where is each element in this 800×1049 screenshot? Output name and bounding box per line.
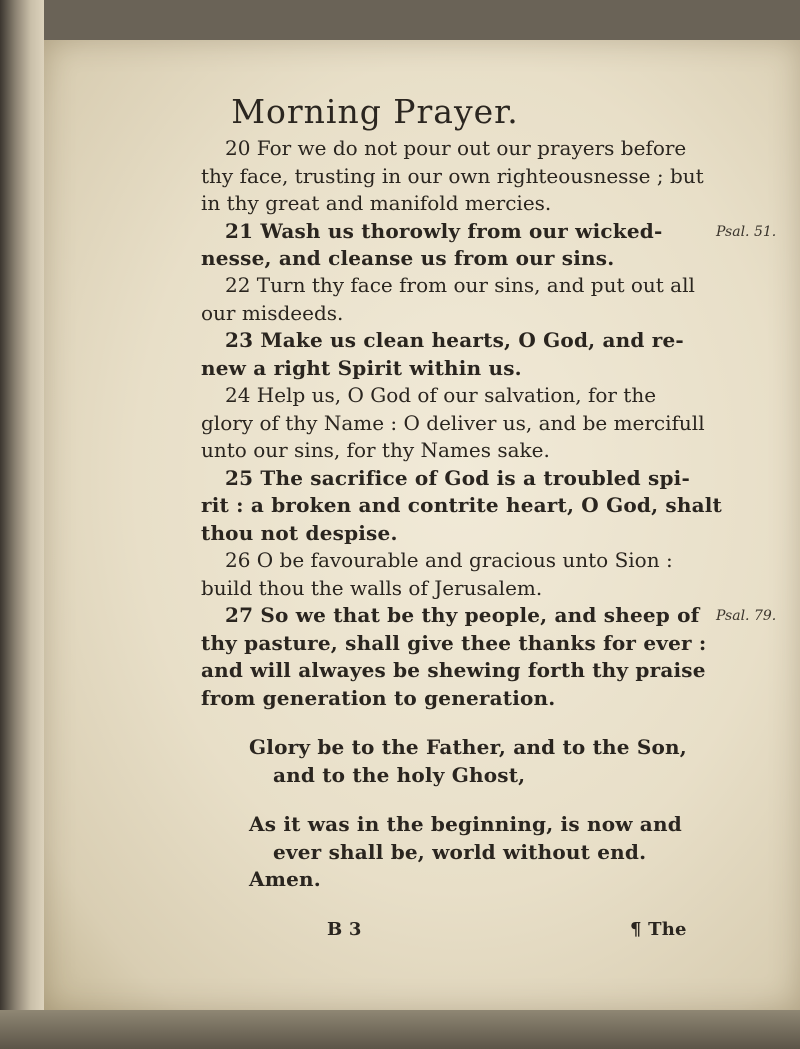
text-line: 25 The sacrifice of God is a troubled spi-: [225, 466, 690, 490]
text-line: ever shall be, world without end.: [273, 840, 647, 864]
text-line: thou not despise.: [201, 521, 398, 545]
text-line: new a right Spirit within us.: [201, 356, 522, 380]
catchword: ¶ The: [630, 919, 687, 940]
text-line: 20 For we do not pour out our prayers before: [225, 136, 687, 160]
text-line: and will alwayes be shewing forth thy praise: [201, 658, 706, 682]
book-binding-shadow: [0, 0, 44, 1049]
text-line: 21 Wash us thorowly from our wicked-: [225, 219, 663, 243]
text-line: glory of thy Name : O deliver us, and be mercifull: [201, 411, 705, 435]
text-line: our misdeeds.: [201, 301, 344, 325]
text-line: and to the holy Ghost,: [273, 763, 526, 787]
text-line: Glory be to the Father, and to the Son,: [249, 735, 687, 759]
text-line: 23 Make us clean hearts, O God, and re-: [225, 328, 684, 352]
text-line: thy pasture, shall give thee thanks for ever :: [201, 631, 707, 655]
page-heading: Morning Prayer.: [231, 92, 519, 131]
text-line: build thou the walls of Jerusalem.: [201, 576, 543, 600]
text-line: 24 Help us, O God of our salvation, for the: [225, 383, 657, 407]
margin-note: Psal. 79.: [716, 608, 777, 624]
text-line: rit : a broken and contrite heart, O God, shalt: [201, 493, 722, 517]
text-line: from generation to generation.: [201, 686, 556, 710]
text-line: Amen.: [249, 867, 321, 891]
text-line: 22 Turn thy face from our sins, and put out all: [225, 273, 695, 297]
text-line: 26 O be favourable and gracious unto Sion :: [225, 548, 673, 572]
text-line: nesse, and cleanse us from our sins.: [201, 246, 615, 270]
text-line: thy face, trusting in our own righteousnesse ; but: [201, 164, 704, 188]
text-line: unto our sins, for thy Names sake.: [201, 438, 550, 462]
text-line: in thy great and manifold mercies.: [201, 191, 552, 215]
margin-note: Psal. 51.: [716, 224, 777, 240]
page-bottom-edge: [0, 1010, 800, 1049]
text-line: 27 So we that be thy people, and sheep of: [225, 603, 700, 627]
signature-mark: B 3: [327, 919, 362, 940]
text-line: As it was in the beginning, is now and: [249, 812, 682, 836]
